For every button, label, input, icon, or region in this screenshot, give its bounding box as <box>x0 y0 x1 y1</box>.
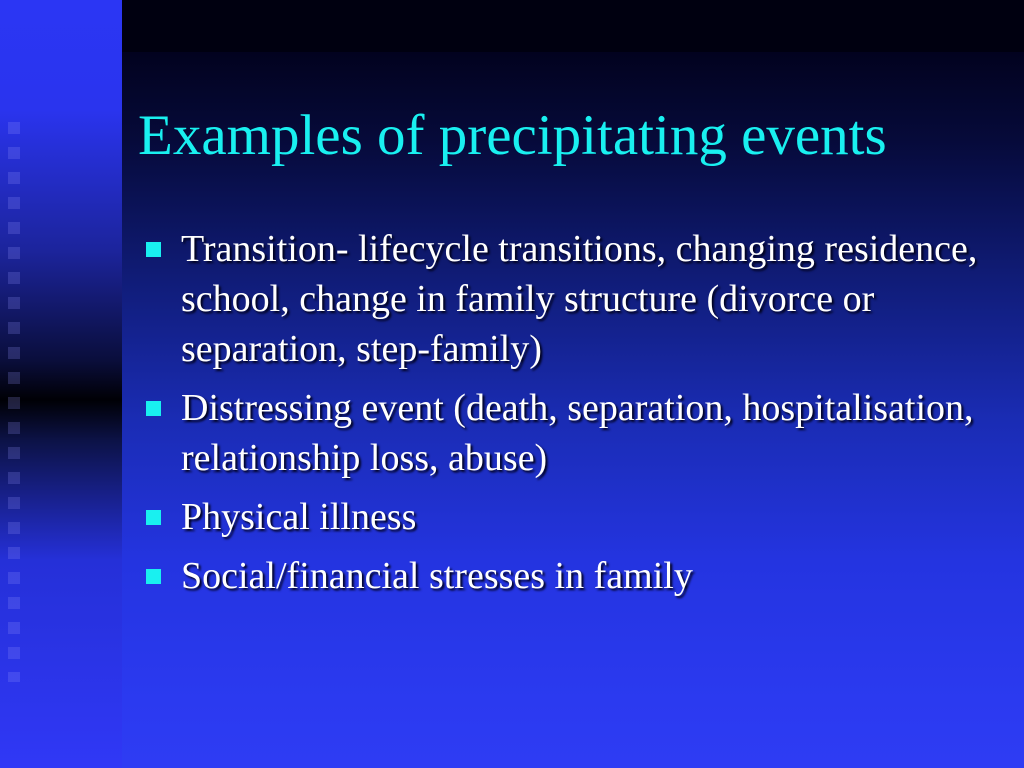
bullet-text: Distressing event (death, separation, hospitalisation, relationship loss, abuse) <box>181 387 974 479</box>
bullet-text: Social/financial stresses in family <box>181 555 693 597</box>
bullet-item <box>143 224 983 374</box>
bullet-list <box>143 224 983 610</box>
square-bullet-icon <box>146 510 161 525</box>
bullet-text: Physical illness <box>181 496 417 538</box>
bullet-item <box>143 551 983 601</box>
bullet-item <box>143 383 983 483</box>
slide-title: Examples of precipitating events <box>138 104 887 167</box>
decorative-square-column <box>8 122 28 682</box>
square-bullet-icon <box>146 242 161 257</box>
bullet-text: Transition- lifecycle transitions, changing residence, school, change in family structure (divorce or separation, step-family) <box>181 228 978 370</box>
square-bullet-icon <box>146 401 161 416</box>
bullet-item <box>143 492 983 542</box>
top-decorative-band <box>122 0 1024 52</box>
left-decorative-band <box>0 0 122 768</box>
square-bullet-icon <box>146 569 161 584</box>
